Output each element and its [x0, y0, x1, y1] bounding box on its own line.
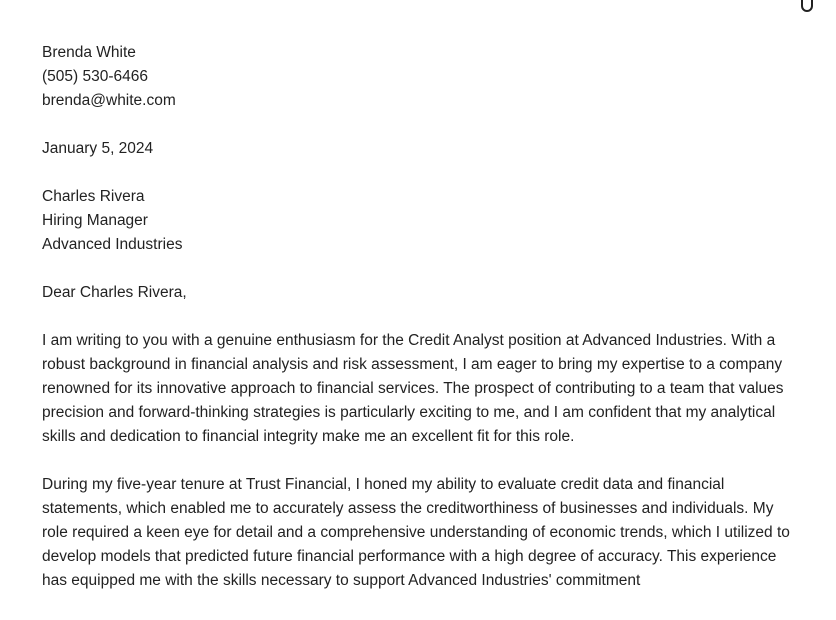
date-text: January 5, 2024: [42, 140, 154, 157]
body-paragraph-2: During my five-year tenure at Trust Financial, I honed my ability to evaluate credit data and financial statements, which enabled me to accurately assess the creditworthiness of businesses and individuals. My role required a keen eye for detail and a comprehensive understanding of economic trends, which I utilized to develop models that predicted future financial performance with a high degree of accuracy. This experience has equipped me with the skills necessary to support Advanced Industries' commitment: [42, 476, 790, 589]
sender-email: brenda@white.com: [42, 92, 176, 109]
body-paragraph-1: I am writing to you with a genuine enthusiasm for the Credit Analyst position at Advanced Industries. With a robust background in financial analysis and risk assessment, I am eager to bring my expertise to a company renowned for its innovative approach to financial services. The prospect of contributing to a team that values precision and forward-thinking strategies is particularly exciting to me, and I am confident that my analytical skills and dedication to financial integrity make me an excellent fit for this role.: [42, 332, 784, 445]
salutation: Dear Charles Rivera,: [42, 284, 187, 301]
cover-letter: [42, 41, 802, 617]
sender-name: Brenda White: [42, 44, 136, 61]
recipient-block: [42, 185, 802, 257]
recipient-name: Charles Rivera: [42, 188, 145, 205]
sender-block: [42, 41, 802, 113]
letter-date: [42, 137, 802, 161]
recipient-title: Hiring Manager: [42, 212, 148, 229]
sender-phone: (505) 530-6466: [42, 68, 148, 85]
attachment-icon: [800, 0, 814, 14]
recipient-company: Advanced Industries: [42, 236, 183, 253]
